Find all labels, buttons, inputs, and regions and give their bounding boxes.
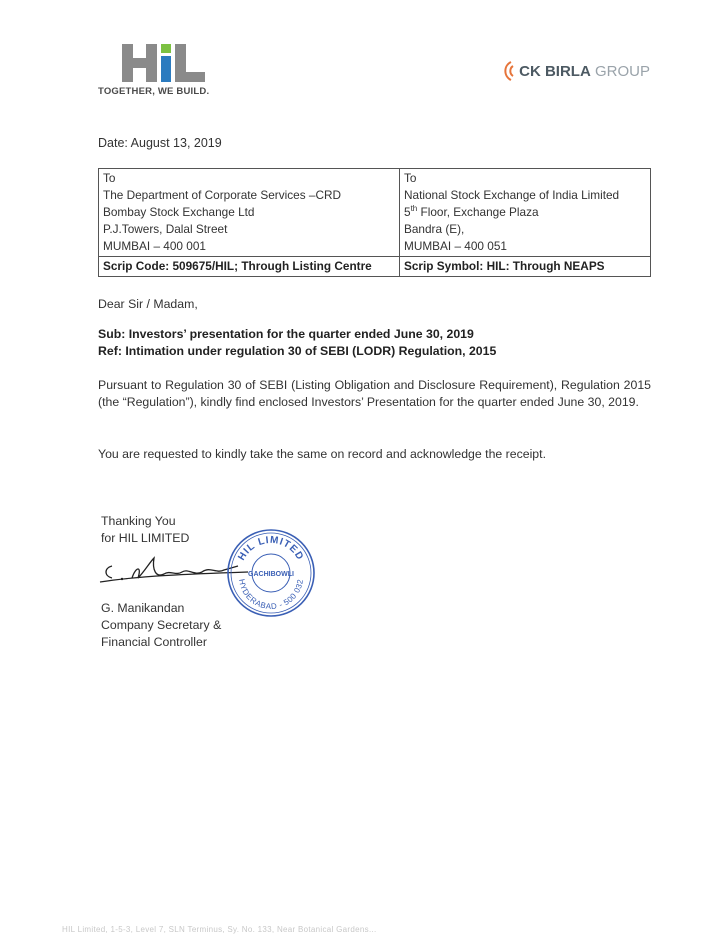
closing xyxy=(101,513,189,547)
nse-line: Bandra (E), xyxy=(404,222,465,236)
closing-company: for HIL LIMITED xyxy=(101,531,190,545)
nse-line: To xyxy=(404,171,417,185)
nse-line: MUMBAI – 400 051 xyxy=(404,239,507,253)
bse-line: The Department of Corporate Services –CRD xyxy=(103,188,341,202)
address-table xyxy=(98,168,651,277)
salutation: Dear Sir / Madam, xyxy=(98,297,198,311)
svg-text:HYDERABAD - 500 032 xyxy=(237,578,305,611)
body-paragraph-2: You are requested to kindly take the same on record and acknowledge the receipt. xyxy=(98,447,546,461)
ck-birla-name xyxy=(519,63,650,80)
nse-scrip-symbol: Scrip Symbol: HIL: Through NEAPS xyxy=(400,257,651,277)
nse-line: National Stock Exchange of India Limited xyxy=(404,188,620,202)
seal-top-text: HIL LIMITED xyxy=(236,534,306,563)
ck-birla-group-logo xyxy=(497,60,650,82)
bse-line: To xyxy=(103,171,116,185)
body-paragraph: Pursuant to Regulation 30 of SEBI (Listing Obligation and Disclosure Requirement), Regulation 2015 (the “Regulation”), kindly find enclosed Investors’ Presentation for the quarter ended June 30, 2019. xyxy=(98,378,651,409)
hil-logo-mark xyxy=(122,42,212,84)
floor-number: 5 xyxy=(404,205,411,219)
bse-line: Bombay Stock Exchange Ltd xyxy=(103,205,255,219)
subject-block xyxy=(98,326,651,360)
letter-date: Date: August 13, 2019 xyxy=(98,136,222,150)
signatory-title: Company Secretary & xyxy=(101,618,222,632)
signatory-title-2: Financial Controller xyxy=(101,635,207,649)
floor-rest: Floor, Exchange Plaza xyxy=(417,205,539,219)
svg-text:HIL LIMITED xyxy=(236,535,305,563)
floor-suffix: th xyxy=(410,204,418,214)
bse-address xyxy=(99,169,400,257)
subject-line: Sub: Investors’ presentation for the quarter ended June 30, 2019 xyxy=(98,327,474,341)
signatory-name: G. Manikandan xyxy=(101,601,185,615)
ck-birla-bold: CK BIRLA xyxy=(519,62,591,80)
seal-center-text: GACHIBOWLI xyxy=(248,571,294,578)
ck-group-light: GROUP xyxy=(594,62,650,80)
bse-scrip-code: Scrip Code: 509675/HIL; Through Listing Centre xyxy=(99,257,400,277)
bse-line: P.J.Towers, Dalal Street xyxy=(103,222,228,236)
nse-line xyxy=(404,204,646,221)
reference-line: Ref: Intimation under regulation 30 of SEBI (LODR) Regulation, 2015 xyxy=(98,344,497,358)
seal-bottom-text: HYDERABAD - 500 032 xyxy=(236,578,305,612)
company-seal xyxy=(225,527,317,619)
bse-line: MUMBAI – 400 001 xyxy=(103,239,206,253)
hil-logo xyxy=(98,42,248,97)
ck-arc-icon xyxy=(497,60,515,82)
signatory-block xyxy=(101,600,221,651)
nse-address xyxy=(400,169,651,257)
footer-address: HIL Limited, 1-5-3, Level 7, SLN Terminus, Sy. No. 133, Near Botanical Gardens... xyxy=(62,925,377,934)
closing-line: Thanking You xyxy=(101,514,176,528)
hil-tagline: TOGETHER, WE BUILD. xyxy=(98,86,210,97)
